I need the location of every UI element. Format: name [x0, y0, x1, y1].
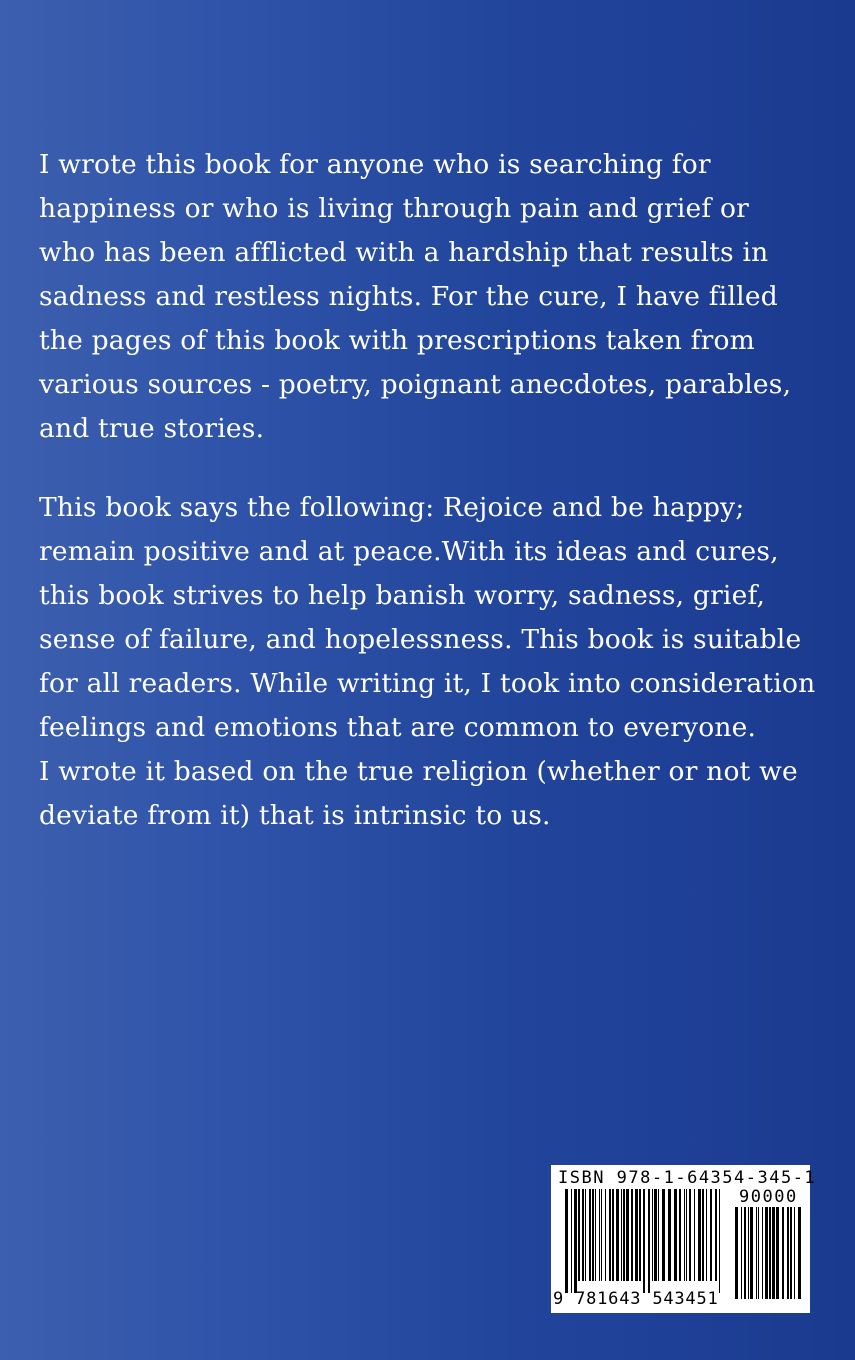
barcode-bar	[756, 1207, 757, 1299]
barcode-bar	[694, 1189, 695, 1281]
barcode-bar	[571, 1189, 572, 1293]
barcode-bar	[648, 1189, 650, 1293]
barcode-bar	[674, 1189, 677, 1281]
back-cover-blurb	[39, 143, 829, 838]
blurb-line: for all readers. While writing it, I took into consideration	[39, 668, 816, 699]
barcode-digits: 9 781643 543451	[553, 1289, 719, 1309]
barcode-bar	[735, 1207, 738, 1299]
barcode-bar	[748, 1207, 749, 1299]
barcode-bar	[654, 1189, 657, 1281]
addon-barcode-bars	[735, 1207, 803, 1307]
barcode-bar	[578, 1189, 580, 1281]
barcode-bar	[574, 1189, 577, 1293]
barcode-bar	[585, 1189, 586, 1281]
barcode-bar	[592, 1189, 594, 1281]
blurb-line: I wrote this book for anyone who is searching for	[39, 149, 711, 180]
barcode-bar	[599, 1189, 600, 1281]
barcode-bar	[609, 1189, 611, 1281]
barcode-bar	[605, 1189, 606, 1281]
barcode-bar	[639, 1189, 641, 1281]
barcode-bar	[626, 1189, 629, 1281]
barcode-bar	[582, 1189, 584, 1281]
barcode-bar	[684, 1189, 685, 1281]
barcode-bar	[662, 1189, 665, 1281]
barcode-bar	[750, 1207, 753, 1299]
barcode-bar	[589, 1189, 591, 1281]
barcode-bar	[710, 1189, 712, 1281]
barcode-bar	[643, 1189, 645, 1293]
blurb-line: sense of failure, and hopelessness. This book is suitable	[39, 624, 802, 655]
barcode-bar	[787, 1207, 789, 1299]
barcode-bar	[702, 1189, 704, 1281]
blurb-line: various sources - poetry, poignant anecdotes, parables,	[39, 369, 792, 400]
blurb-paragraph-1	[39, 143, 829, 451]
barcode-bar	[782, 1207, 784, 1299]
price-code: 90000	[739, 1187, 798, 1207]
barcode-bar	[679, 1189, 681, 1281]
blurb-line: deviate from it) that is intrinsic to us.	[39, 800, 551, 831]
blurb-line: This book says the following: Rejoice and be happy;	[39, 492, 745, 523]
barcode-bars	[565, 1189, 725, 1289]
barcode-bar	[668, 1189, 671, 1281]
barcode-bar	[631, 1189, 633, 1281]
barcode-bar	[612, 1189, 614, 1281]
barcode-bar	[765, 1207, 768, 1299]
barcode-bar	[623, 1189, 625, 1281]
blurb-line: remain positive and at peace.With its ideas and cures,	[39, 536, 779, 567]
barcode-bar	[706, 1189, 707, 1281]
barcode-bar	[686, 1189, 687, 1281]
isbn-barcode	[551, 1165, 817, 1313]
barcode-bar	[601, 1189, 602, 1281]
barcode-bar	[595, 1189, 596, 1281]
blurb-line: the pages of this book with prescriptions taken from	[39, 325, 755, 356]
barcode-bar	[719, 1189, 720, 1293]
blurb-line: I wrote it based on the true religion (whether or not we	[39, 756, 798, 787]
blurb-paragraph-2	[39, 486, 829, 838]
blurb-line: feelings and emotions that are common to everyone.	[39, 712, 757, 743]
barcode-bar	[744, 1207, 746, 1299]
barcode-bar	[658, 1189, 659, 1281]
barcode-bar	[565, 1189, 568, 1293]
isbn-label: ISBN 978-1-64354-345-1	[558, 1168, 817, 1188]
barcode-bar	[621, 1189, 622, 1281]
barcode-bar	[758, 1207, 759, 1299]
blurb-line: sadness and restless nights. For the cure, I have filled	[39, 281, 778, 312]
blurb-line: and true stories.	[39, 413, 265, 444]
barcode-bar	[798, 1207, 801, 1299]
barcode-bar	[769, 1207, 771, 1299]
barcode-bar	[776, 1207, 779, 1299]
blurb-line: this book strives to help banish worry, sadness, grief,	[39, 580, 766, 611]
barcode-bar	[635, 1189, 638, 1281]
barcode-bar	[616, 1189, 619, 1281]
barcode-bar	[741, 1207, 742, 1299]
barcode-bar	[794, 1207, 795, 1299]
blurb-line: happiness or who is living through pain and grief or	[39, 193, 750, 224]
barcode-bar	[762, 1207, 763, 1299]
blurb-line: who has been afflicted with a hardship that results in	[39, 237, 769, 268]
barcode-bar	[652, 1189, 653, 1281]
barcode-bar	[689, 1189, 691, 1281]
barcode-bar	[790, 1207, 792, 1299]
barcode-bar	[698, 1189, 701, 1281]
barcode-bar	[772, 1207, 775, 1299]
barcode-bar	[715, 1189, 717, 1281]
